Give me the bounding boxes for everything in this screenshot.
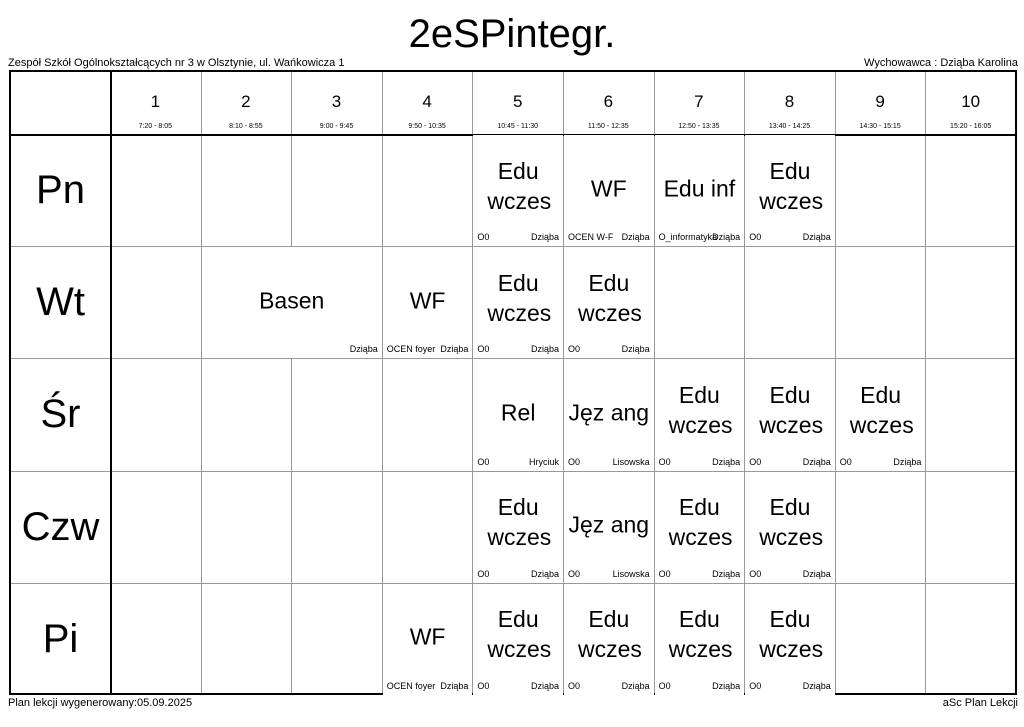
lesson-subject: Edu wczes xyxy=(759,494,824,551)
period-header xyxy=(382,72,473,134)
lesson-cell[interactable] xyxy=(655,359,745,470)
lesson-room: O0 xyxy=(749,568,762,579)
lesson-subject: WF xyxy=(590,175,627,202)
lesson-cell[interactable] xyxy=(655,135,745,246)
lesson-teacher: Dziąba xyxy=(440,680,469,691)
period-time: 14:30 - 15:15 xyxy=(859,123,901,130)
period-time: 13:40 - 14:25 xyxy=(768,123,811,130)
lesson-teacher: Dziąba xyxy=(712,568,741,579)
lesson-room: OCEN foyer xyxy=(386,344,436,355)
lesson-teacher: Dziąba xyxy=(621,232,650,243)
lesson-teacher: Dziąba xyxy=(893,456,922,467)
lesson-cell[interactable] xyxy=(473,359,563,470)
lesson-subject: Edu wczes xyxy=(487,606,552,663)
school-name: Zespół Szkół Ogólnokształcących nr 3 w Olsztynie, ul. Wańkowicza 1 xyxy=(8,57,345,69)
period-time: 9:50 - 10:35 xyxy=(408,123,446,130)
period-time: 9:00 - 9:45 xyxy=(319,123,354,130)
lesson-teacher: Dziąba xyxy=(802,232,831,243)
lesson-teacher: Hryciuk xyxy=(528,456,559,467)
lesson-subject: Edu wczes xyxy=(487,157,552,214)
period-header xyxy=(472,72,563,134)
lesson-room: O0 xyxy=(839,456,852,467)
lesson-room: O0 xyxy=(568,680,581,691)
period-number: 7 xyxy=(694,92,704,111)
period-header xyxy=(201,72,292,134)
period-number: 3 xyxy=(331,92,342,111)
lesson-subject: Jęz ang xyxy=(568,511,650,538)
lesson-cell[interactable] xyxy=(564,247,654,358)
period-time: 11:50 - 12:35 xyxy=(587,123,629,130)
lesson-cell[interactable] xyxy=(473,584,563,695)
period-time: 10:45 - 11:30 xyxy=(497,123,539,130)
lesson-cell[interactable] xyxy=(564,359,654,470)
lesson-cell[interactable] xyxy=(202,247,382,358)
lesson-cell[interactable] xyxy=(655,584,745,695)
lesson-room: O0 xyxy=(477,344,490,355)
lesson-subject: Edu wczes xyxy=(578,606,642,663)
lesson-teacher: Dziąba xyxy=(349,344,378,355)
generated-date: Plan lekcji wygenerowany:05.09.2025 xyxy=(8,697,193,709)
lesson-room: O0 xyxy=(477,232,490,243)
lesson-cell[interactable] xyxy=(745,359,835,470)
lesson-teacher: Dziąba xyxy=(530,344,559,355)
lesson-subject: Edu wczes xyxy=(849,382,914,439)
period-header xyxy=(563,72,654,134)
period-time: 12:50 - 13:35 xyxy=(678,123,720,130)
day-label: Wt xyxy=(36,280,85,325)
lesson-subject: Edu wczes xyxy=(668,606,733,663)
period-number: 10 xyxy=(961,92,981,111)
lesson-cell[interactable] xyxy=(564,584,654,695)
lesson-room: O0 xyxy=(658,568,671,579)
lesson-teacher: Dziąba xyxy=(712,232,741,243)
period-number: 4 xyxy=(422,92,432,111)
lesson-subject: Jęz ang xyxy=(568,399,650,426)
lesson-room: O0 xyxy=(568,344,581,355)
lesson-subject: Edu wczes xyxy=(759,157,824,214)
period-header xyxy=(925,72,1016,134)
lesson-room: OCEN W-F xyxy=(568,232,614,243)
period-time: 7:20 - 8:05 xyxy=(138,123,173,130)
period-header xyxy=(744,72,835,134)
grid-line xyxy=(110,72,112,693)
lesson-subject: Edu wczes xyxy=(487,269,552,326)
lesson-cell[interactable] xyxy=(745,135,835,246)
lesson-room: O0 xyxy=(477,456,490,467)
lesson-room: OCEN foyer xyxy=(386,680,436,691)
period-header xyxy=(835,72,926,134)
lesson-subject: Edu wczes xyxy=(487,494,552,551)
lesson-teacher: Dziąba xyxy=(712,456,741,467)
period-number: 6 xyxy=(603,92,614,111)
lesson-subject: WF xyxy=(409,623,446,650)
lesson-subject: Basen xyxy=(259,287,325,314)
period-number: 5 xyxy=(512,92,523,111)
lesson-cell[interactable] xyxy=(745,472,835,583)
period-header xyxy=(654,72,745,134)
lesson-cell[interactable] xyxy=(564,135,654,246)
lesson-subject: Edu wczes xyxy=(759,606,824,663)
lesson-subject: Edu wczes xyxy=(759,382,824,439)
lesson-teacher: Dziąba xyxy=(802,680,831,691)
lesson-cell[interactable] xyxy=(655,472,745,583)
lesson-teacher: Dziąba xyxy=(802,568,831,579)
lesson-teacher: Dziąba xyxy=(802,456,831,467)
period-header xyxy=(291,72,382,134)
lesson-subject: Edu wczes xyxy=(668,382,733,439)
lesson-room: O0 xyxy=(568,568,581,579)
day-label: Śr xyxy=(40,392,81,437)
lesson-teacher: Dziąba xyxy=(530,680,559,691)
day-label: Pi xyxy=(42,616,79,661)
grid-line xyxy=(201,72,202,693)
lesson-teacher: Lisowska xyxy=(612,568,650,579)
timetable-title: 2eSPintegr. xyxy=(408,12,616,56)
lesson-subject: WF xyxy=(409,287,446,314)
lesson-subject: Rel xyxy=(500,399,536,426)
lesson-teacher: Dziąba xyxy=(621,680,650,691)
lesson-cell[interactable] xyxy=(745,584,835,695)
lesson-cell[interactable] xyxy=(564,472,654,583)
period-number: 1 xyxy=(150,92,161,111)
lesson-room: O0 xyxy=(658,680,671,691)
lesson-room: O0 xyxy=(568,456,581,467)
lesson-teacher: Dziąba xyxy=(440,344,469,355)
lesson-cell[interactable] xyxy=(473,135,563,246)
lesson-cell[interactable] xyxy=(836,359,926,470)
lesson-cell[interactable] xyxy=(383,584,473,695)
lesson-room: O0 xyxy=(658,456,671,467)
lesson-room: O0 xyxy=(477,680,490,691)
lesson-room: O_informatyka xyxy=(658,232,718,243)
timetable-grid xyxy=(9,70,1017,695)
lesson-teacher: Dziąba xyxy=(621,344,650,355)
lesson-subject: Edu wczes xyxy=(668,494,733,551)
lesson-cell[interactable] xyxy=(473,472,563,583)
lesson-teacher: Dziąba xyxy=(530,232,559,243)
period-number: 9 xyxy=(875,92,885,111)
period-number: 2 xyxy=(241,92,251,111)
period-time: 8:10 - 8:55 xyxy=(229,123,263,130)
lesson-room: O0 xyxy=(749,456,762,467)
lesson-subject: Edu inf xyxy=(663,175,736,202)
class-teacher: Wychowawca : Dziąba Karolina xyxy=(864,57,1018,69)
lesson-room: O0 xyxy=(749,680,762,691)
lesson-cell[interactable] xyxy=(383,247,473,358)
period-number: 8 xyxy=(784,92,795,111)
lesson-cell[interactable] xyxy=(473,247,563,358)
lesson-room: O0 xyxy=(749,232,762,243)
day-label: Czw xyxy=(21,504,100,549)
grid-line xyxy=(925,72,926,693)
lesson-teacher: Dziąba xyxy=(530,568,559,579)
software-credit: aSc Plan Lekcji xyxy=(942,697,1018,709)
period-header xyxy=(110,72,201,134)
period-time: 15:20 - 16:05 xyxy=(950,123,992,130)
lesson-subject: Edu wczes xyxy=(578,269,642,326)
lesson-teacher: Dziąba xyxy=(712,680,741,691)
lesson-room: O0 xyxy=(477,568,490,579)
lesson-teacher: Lisowska xyxy=(612,456,650,467)
day-label: Pn xyxy=(36,168,85,212)
grid-line xyxy=(291,72,292,693)
